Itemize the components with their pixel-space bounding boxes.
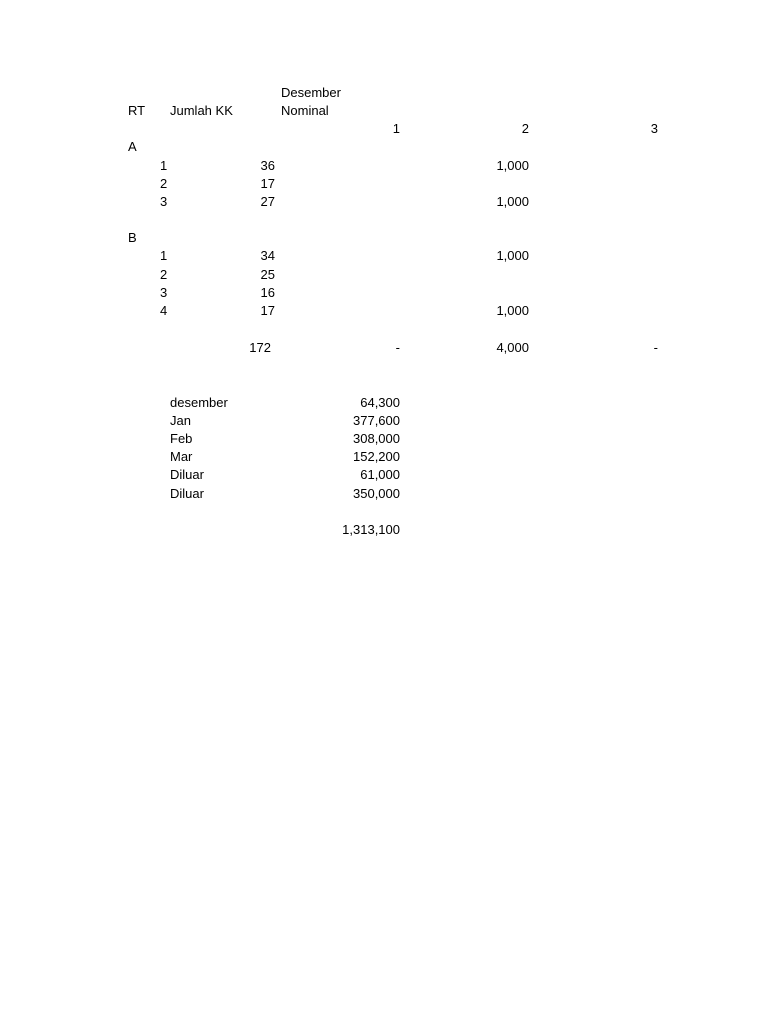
- summary-row-6-label: Diluar: [170, 486, 204, 501]
- total-kk: 172: [249, 340, 271, 355]
- group-b-row-1-kk: 34: [260, 248, 275, 263]
- summary-row-2-amount: 377,600: [353, 413, 400, 428]
- summary-row-1-amount: 64,300: [360, 395, 400, 410]
- header-rt: RT: [128, 103, 146, 118]
- group-b-label: B: [128, 230, 137, 245]
- group-b-row-4-col2: 1,000: [496, 303, 529, 318]
- group-a-row-3-rt: 3: [160, 194, 168, 209]
- header-nominal: Nominal: [281, 103, 329, 118]
- group-a-row-1-col2: 1,000: [496, 158, 529, 173]
- header-col-1: 1: [392, 121, 400, 136]
- summary-row-5-amount: 61,000: [360, 467, 400, 482]
- summary-row-1-label: desember: [170, 395, 228, 410]
- total-col-3: -: [653, 340, 658, 355]
- group-a-row-1-rt: 1: [160, 158, 168, 173]
- group-a-row-2-rt: 2: [160, 176, 168, 191]
- group-a-row-2-kk: 17: [260, 176, 275, 191]
- summary-row-4-label: Mar: [170, 449, 193, 464]
- group-b-row-2-kk: 25: [260, 267, 275, 282]
- summary-row-5-label: Diluar: [170, 467, 204, 482]
- group-b-row-1-rt: 1: [160, 248, 168, 263]
- header-col-2: 2: [521, 121, 529, 136]
- summary-row-6-amount: 350,000: [353, 486, 400, 501]
- summary-row-4-amount: 152,200: [353, 449, 400, 464]
- group-b-row-2-rt: 2: [160, 267, 168, 282]
- group-b-row-3-rt: 3: [160, 285, 168, 300]
- group-b-row-4-kk: 17: [260, 303, 275, 318]
- total-col-1: -: [395, 340, 400, 355]
- summary-row-3-label: Feb: [170, 431, 193, 446]
- group-a-row-1-kk: 36: [260, 158, 275, 173]
- summary-total: 1,313,100: [342, 522, 400, 537]
- header-jumlah-kk: Jumlah KK: [170, 103, 233, 118]
- group-a-label: A: [128, 139, 137, 154]
- total-col-2: 4,000: [496, 340, 529, 355]
- group-b-row-4-rt: 4: [160, 303, 168, 318]
- header-desember: Desember: [281, 85, 341, 100]
- group-b-row-3-kk: 16: [260, 285, 275, 300]
- group-b-row-1-col2: 1,000: [496, 248, 529, 263]
- header-col-3: 3: [650, 121, 658, 136]
- group-a-row-3-col2: 1,000: [496, 194, 529, 209]
- summary-row-3-amount: 308,000: [353, 431, 400, 446]
- group-a-row-3-kk: 27: [260, 194, 275, 209]
- summary-row-2-label: Jan: [170, 413, 191, 428]
